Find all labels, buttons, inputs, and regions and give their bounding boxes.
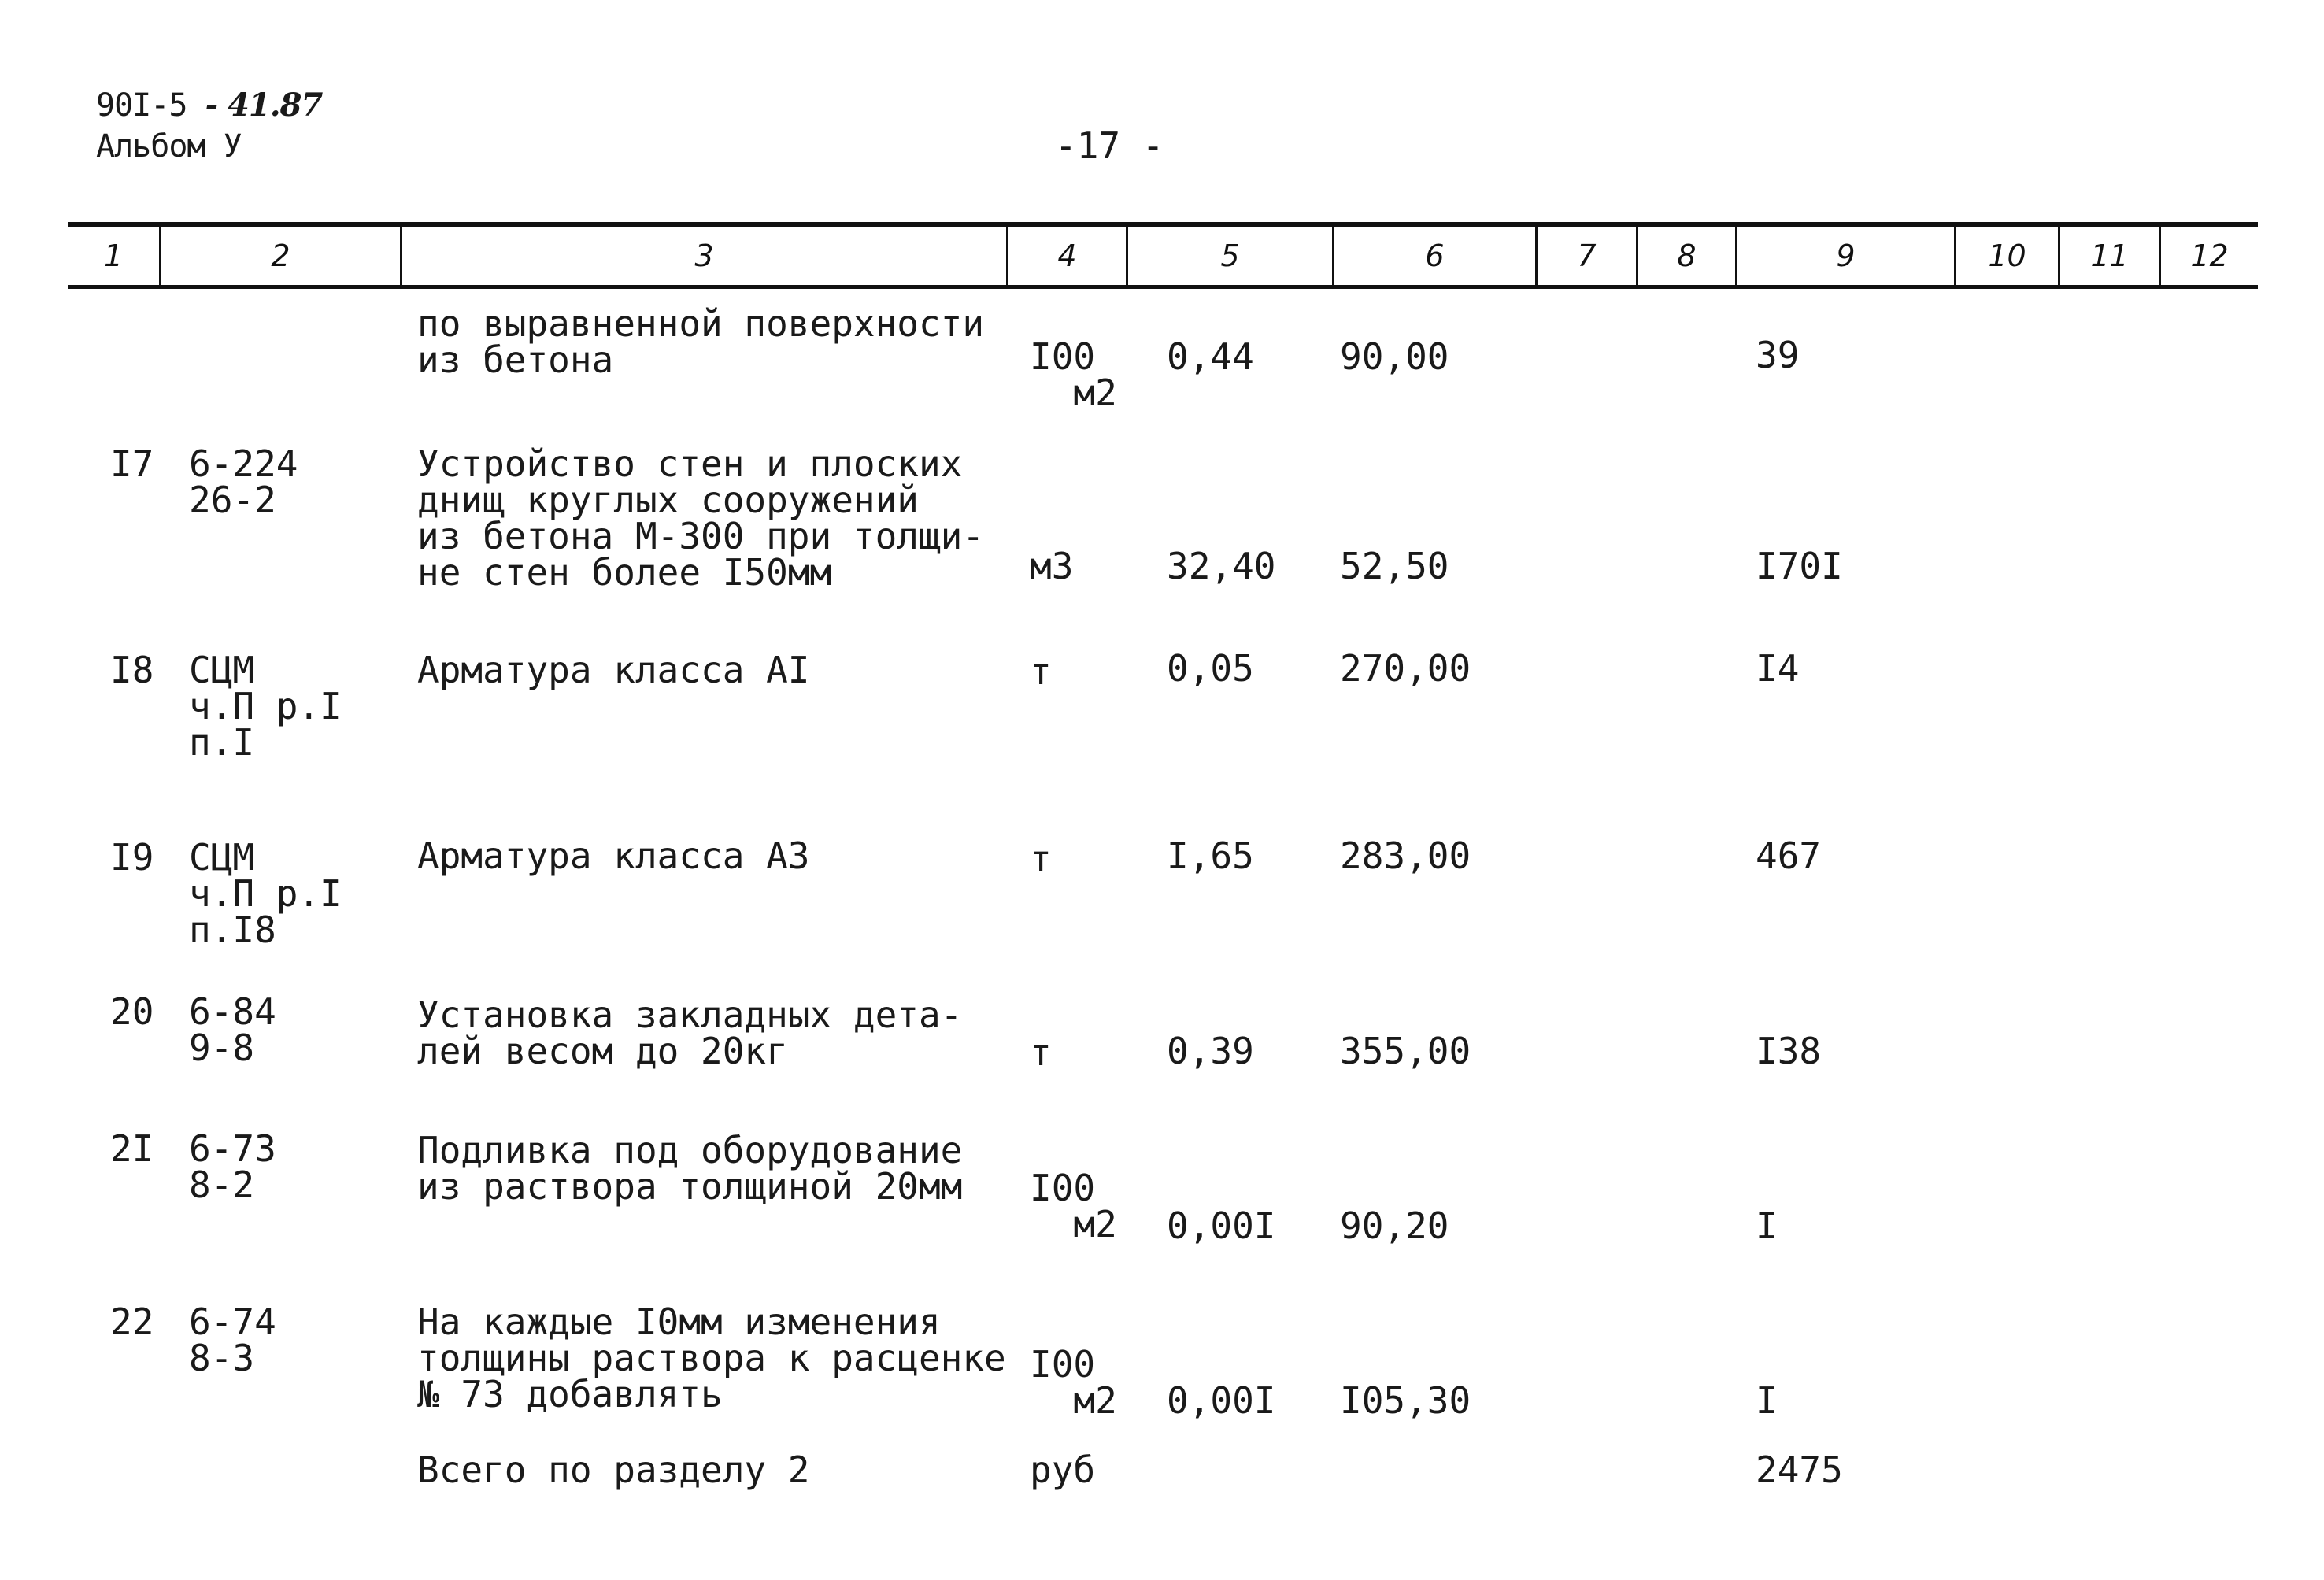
row-description: Подливка под оборудование из раствора толщиной 20мм [417,1129,963,1208]
row-total: I [1756,1379,1778,1422]
album-label: Альбом У [96,128,242,165]
row-unit: т [1030,650,1052,693]
row-number: 2I [110,1127,154,1170]
row-unit: т [1030,1031,1052,1074]
document-code-block [96,85,322,167]
row-unit-price: I05,30 [1340,1379,1471,1422]
row-description: Арматура класса АI [417,649,810,691]
column-header-4: 4 [1006,227,1126,285]
row-unit: I00 м2 [1030,335,1117,414]
row-quantity: 32,40 [1167,545,1276,587]
document-code-printed: 90I-5 [96,87,187,124]
row-total: I70I [1756,545,1843,587]
row-number: 22 [110,1301,154,1343]
row-unit: м3 [1030,545,1074,587]
column-header-9: 9 [1735,227,1954,285]
column-header-10: 10 [1954,227,2058,285]
row-unit-price: 90,00 [1340,335,1449,378]
row-number: I8 [110,649,154,691]
row-code: 6-84 9-8 [189,990,276,1069]
section-total-value: 2475 [1756,1449,1843,1491]
row-number: I9 [110,836,154,879]
row-total: I4 [1756,647,1800,690]
document-code-handwritten: - 41.87 [205,87,323,124]
row-unit-price: 355,00 [1340,1030,1471,1072]
row-unit-price: 52,50 [1340,545,1449,587]
row-code: 6-73 8-2 [189,1127,276,1206]
column-header-6: 6 [1332,227,1535,285]
row-quantity: 0,44 [1167,335,1254,378]
row-unit-price: 283,00 [1340,834,1471,877]
row-description: На каждые I0мм изменения толщины раствора к расценке № 73 добавлять [417,1301,1006,1415]
row-total: I [1756,1204,1778,1247]
row-unit: I00 м2 [1030,1343,1117,1422]
row-quantity: 0,39 [1167,1030,1254,1072]
row-total: I38 [1756,1030,1822,1072]
row-quantity: 0,00I [1167,1379,1276,1422]
row-unit-price: 90,20 [1340,1204,1449,1247]
row-quantity: I,65 [1167,834,1254,877]
row-description: Арматура класса А3 [417,834,810,877]
column-header-5: 5 [1126,227,1332,285]
column-header-8: 8 [1636,227,1735,285]
table-header-rule [68,285,2258,289]
row-total: 39 [1756,334,1800,376]
column-header-12: 12 [2159,227,2258,285]
row-number: I7 [110,442,154,485]
row-code: 6-224 26-2 [189,442,298,521]
row-code: СЦМ ч.П р.I п.I8 [189,836,342,951]
row-total: 467 [1756,834,1822,877]
column-header-2: 2 [159,227,400,285]
row-description: по выравненной поверхности из бетона [417,302,985,381]
row-number: 20 [110,990,154,1033]
row-description: Устройство стен и плоских днищ круглых сооружений из бетона М-300 при толщи- не стен более I50мм [417,442,985,594]
row-unit-price: 270,00 [1340,647,1471,690]
row-description: Установка закладных дета- лей весом до 20кг [417,994,963,1072]
row-unit: т [1030,838,1052,880]
column-header-7: 7 [1535,227,1636,285]
section-total-label: Всего по разделу 2 [417,1449,810,1491]
section-total-unit: руб [1030,1449,1096,1491]
row-code: СЦМ ч.П р.I п.I [189,649,342,764]
page-number: -17 - [1055,124,1164,167]
column-header-11: 11 [2058,227,2159,285]
row-quantity: 0,05 [1167,647,1254,690]
row-unit: I00 м2 [1030,1167,1117,1245]
document-code [96,85,322,126]
column-header-3: 3 [400,227,1006,285]
column-header-1: 1 [103,239,124,273]
row-quantity: 0,00I [1167,1204,1276,1247]
row-code: 6-74 8-3 [189,1301,276,1379]
